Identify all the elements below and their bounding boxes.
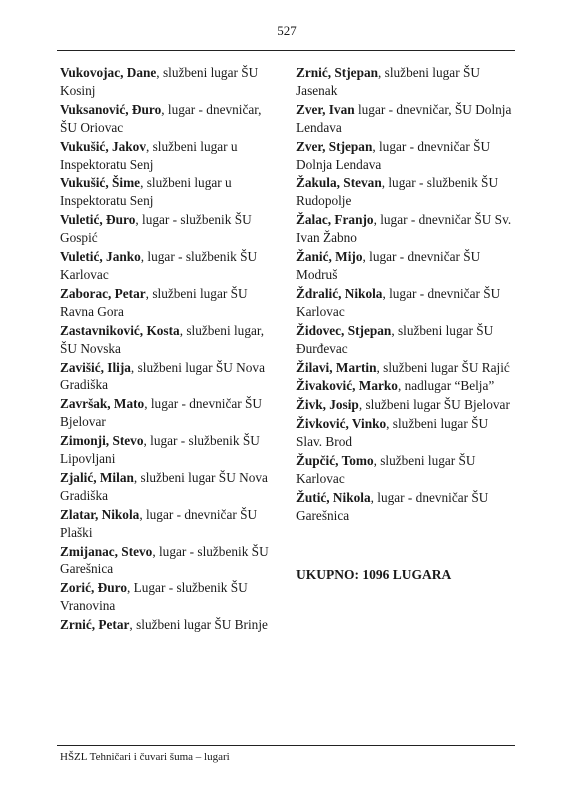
- entry-description: , lugar - službenik ŠU Rudopolje: [296, 175, 499, 209]
- entry-description: , lugar - službenik ŠU Karlovac: [60, 249, 258, 282]
- right-column: [296, 64, 516, 526]
- entry-name: Zver, Ivan: [296, 101, 355, 117]
- entry-description: , nadlugar “Belja”: [397, 378, 495, 394]
- entry-name: Vukovojac, Dane: [60, 65, 157, 80]
- entry-name: Žutić, Nikola: [296, 489, 371, 505]
- list-entry: [296, 415, 516, 451]
- entry-description: , službeni lugar ŠU Nova Gradiška: [60, 359, 265, 393]
- entry-description: , Lugar - službenik ŠU Vranovina: [60, 580, 248, 614]
- entry-name: Vukušić, Jakov: [60, 138, 146, 154]
- total-line: UKUPNO: 1096 LUGARA: [296, 567, 452, 582]
- list-entry: [60, 432, 280, 468]
- list-entry: [296, 174, 516, 210]
- entry-name: Zimonji, Stevo: [60, 433, 144, 449]
- entry-description: , lugar - službenik ŠU Garešnica: [60, 543, 269, 577]
- entry-name: Žilavi, Martin: [296, 359, 377, 375]
- list-entry: [60, 395, 280, 431]
- list-entry: [60, 359, 280, 395]
- bottom-divider: [57, 745, 515, 746]
- list-entry: [296, 101, 516, 137]
- entry-description: , službeni lugar ŠU Jasenak: [296, 65, 480, 98]
- entry-name: Završak, Mato: [60, 396, 145, 412]
- entry-description: , službeni lugar ŠU Brinje: [129, 617, 268, 633]
- list-entry: [296, 248, 516, 284]
- list-entry: [296, 285, 516, 321]
- list-entry: [60, 64, 280, 100]
- entry-name: Vuksanović, Đuro: [60, 101, 162, 117]
- entry-name: Župčić, Tomo: [296, 453, 374, 469]
- entry-name: Vuletić, Đuro: [60, 212, 136, 228]
- entry-name: Vukušić, Šime: [60, 175, 141, 191]
- entry-description: , lugar - dnevničar ŠU Garešnica: [296, 489, 489, 523]
- list-entry: [60, 469, 280, 505]
- entry-description: , službeni lugar ŠU Ravna Gora: [60, 285, 248, 319]
- entry-name: Zjalić, Milan: [60, 469, 134, 485]
- list-entry: [296, 359, 516, 377]
- list-entry: [60, 248, 280, 284]
- list-entry: [296, 396, 516, 414]
- list-entry: [60, 101, 280, 137]
- list-entry: [296, 452, 516, 488]
- entry-description: , službeni lugar ŠU Nova Gradiška: [60, 469, 268, 503]
- entry-name: Zrnić, Petar: [60, 617, 130, 633]
- entry-description: , lugar - dnevničar, ŠU Oriovac: [60, 101, 262, 135]
- entry-description: , lugar - dnevničar ŠU Plaški: [60, 506, 258, 540]
- entry-name: Zmijanac, Stevo: [60, 543, 153, 559]
- list-entry: [60, 322, 280, 358]
- left-column: [60, 64, 280, 635]
- entry-description: , službeni lugar u Inspektoratu Senj: [60, 175, 232, 209]
- top-divider: [57, 50, 515, 51]
- entry-name: Zorić, Đuro: [60, 580, 127, 596]
- entry-description: , lugar - dnevničar ŠU Sv. Ivan Žabno: [296, 212, 512, 246]
- list-entry: [60, 285, 280, 321]
- list-entry: [296, 138, 516, 174]
- entry-description: , službeni lugar ŠU Đurđevac: [296, 322, 494, 356]
- entry-name: Zaborac, Petar: [60, 285, 146, 301]
- entry-description: , lugar - službenik ŠU Lipovljani: [60, 433, 260, 467]
- entry-description: , lugar - dnevničar ŠU Dolnja Lendava: [296, 138, 491, 172]
- entry-description: , službeni lugar, ŠU Novska: [60, 322, 265, 356]
- list-entry: [296, 322, 516, 358]
- entry-description: , službeni lugar ŠU Rajić: [376, 359, 510, 375]
- entry-name: Židovec, Stjepan: [296, 322, 392, 338]
- entry-description: , službeni lugar ŠU Slav. Brod: [296, 416, 489, 450]
- list-entry: [296, 489, 516, 525]
- entry-name: Ždralić, Nikola: [296, 285, 383, 301]
- entry-name: Žanić, Mijo: [296, 249, 363, 265]
- entry-name: Živaković, Marko: [296, 378, 398, 394]
- entry-name: Zavišić, Ilija: [60, 359, 131, 375]
- list-entry: [296, 211, 516, 247]
- entry-description: , lugar - dnevničar ŠU Karlovac: [296, 285, 501, 319]
- footer-text: HŠZL Tehničari i čuvari šuma – lugari: [60, 751, 230, 763]
- list-entry: [60, 579, 280, 615]
- list-entry: [60, 174, 280, 210]
- entry-name: Žakula, Stevan: [296, 175, 382, 191]
- entry-description: , službeni lugar ŠU Kosinj: [60, 65, 259, 98]
- list-entry: [60, 543, 280, 579]
- entry-name: Zrnić, Stjepan: [296, 65, 379, 80]
- entry-description: , lugar - dnevničar ŠU Modruš: [296, 249, 481, 282]
- list-entry: [60, 138, 280, 174]
- entry-name: Zlatar, Nikola: [60, 506, 140, 522]
- page-number: 527: [277, 23, 297, 38]
- list-entry: [296, 64, 516, 100]
- list-entry: [296, 377, 516, 395]
- entry-description: , službeni lugar ŠU Bjelovar: [358, 397, 510, 413]
- list-entry: [60, 506, 280, 542]
- entry-name: Žalac, Franjo: [296, 212, 374, 228]
- entry-name: Vuletić, Janko: [60, 249, 141, 265]
- entry-name: Zastavniković, Kosta: [60, 322, 180, 338]
- entry-description: lugar - dnevničar, ŠU Dolnja Lendava: [296, 101, 512, 135]
- entry-description: , službeni lugar u Inspektoratu Senj: [60, 138, 238, 172]
- entry-description: , službeni lugar ŠU Karlovac: [296, 453, 476, 486]
- entry-description: , lugar - službenik ŠU Gospić: [60, 212, 252, 246]
- list-entry: [60, 211, 280, 247]
- entry-name: Zver, Stjepan: [296, 138, 373, 154]
- list-entry: [60, 616, 280, 634]
- entry-description: , lugar - dnevničar ŠU Bjelovar: [60, 396, 263, 430]
- entry-name: Živković, Vinko: [296, 416, 387, 432]
- entry-name: Živk, Josip: [296, 397, 359, 413]
